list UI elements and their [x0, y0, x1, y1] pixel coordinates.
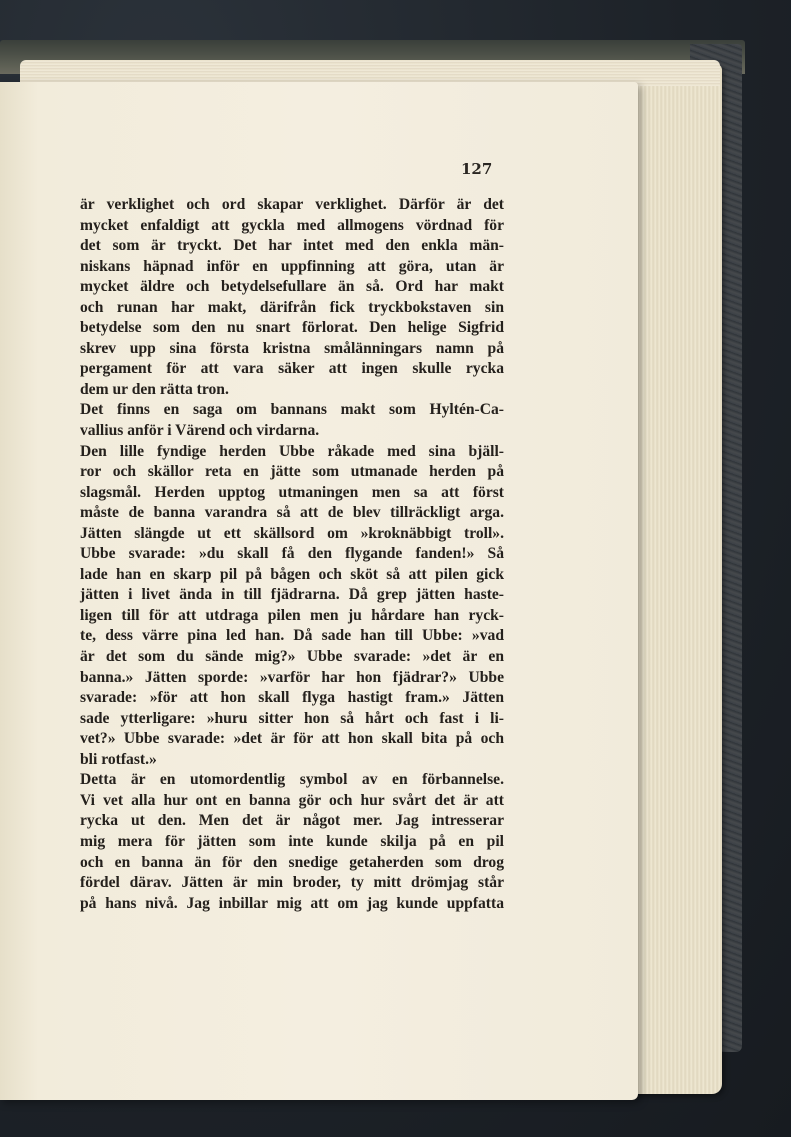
text-line: mycket enfaldigt att gyckla med allmogens vördnad för — [80, 216, 504, 234]
text-line: måste de banna varandra så att de blev tillräckligt arga. — [80, 504, 504, 522]
text-line: vallius anför i Värend och virdarna. — [80, 422, 320, 440]
text-line: Vi vet alla hur ont en banna gör och hur svårt det är att — [80, 791, 504, 809]
text-line: banna.» Jätten sporde: »varför har hon fjädrar?» Ubbe — [80, 668, 504, 686]
text-line: vet?» Ubbe svarade: »det är för att hon skall bita på och — [80, 730, 504, 748]
text-line: Den lille fyndige herden Ubbe råkade med sina bjäll- — [80, 442, 504, 460]
text-line: svarade: »för att hon skall flyga hastigt fram.» Jätten — [80, 689, 504, 707]
text-line: lade han en skarp pil på bågen och sköt så att pilen gick — [80, 565, 504, 583]
text-line: mig mera för jätten som inte kunde skilja på en pil — [80, 832, 504, 850]
text-line: fördel därav. Jätten är min broder, ty mitt drömjag står — [80, 874, 504, 892]
text-line: skrev upp sina första kristna smålänningars namn på — [80, 339, 504, 357]
text-line: mycket äldre och betydelsefullare än så. Ord har makt — [80, 278, 504, 296]
text-line: Det finns en saga om bannans makt som Hyltén-Ca- — [80, 401, 504, 419]
text-line: te, dess värre pina led han. Då sade han till Ubbe: »vad — [80, 627, 504, 645]
text-line: bli rotfast.» — [80, 750, 157, 768]
text-line: rycka ut den. Men det är något mer. Jag intresserar — [80, 812, 504, 830]
text-line: slagsmål. Herden upptog utmaningen men sa att först — [80, 483, 504, 501]
text-line: pergament för att vara säker att ingen skulle rycka — [80, 360, 504, 378]
page-stack-edge — [630, 64, 722, 1094]
text-line: betydelse som den nu snart förlorat. Den helige Sigfrid — [80, 319, 504, 337]
text-line: Detta är en utomordentlig symbol av en förbannelse. — [80, 771, 504, 789]
text-line: sade ytterligare: »huru sitter hon så hårt och fast i li- — [80, 709, 504, 727]
text-line: på hans nivå. Jag inbillar mig att om jag kunde uppfatta — [80, 894, 504, 912]
text-line: är verklighet och ord skapar verklighet. Därför är det — [80, 196, 504, 213]
text-line: och en banna än för den snedige getaherden som drog — [80, 853, 504, 871]
text-line: det som är tryckt. Det har intet med den enkla män- — [80, 237, 504, 255]
text-line: jätten i livet ända in till fjädrarna. Då grep jätten haste- — [80, 586, 504, 604]
text-line: dem ur den rätta tron. — [80, 380, 229, 398]
text-line: ror och skällor reta en jätte som utmanade herden på — [80, 463, 504, 481]
text-line: är det som du sände mig?» Ubbe svarade: »det är en — [80, 648, 504, 666]
body-text — [80, 195, 504, 914]
text-line: och runan har makt, därifrån fick tryckbokstaven sin — [80, 298, 504, 316]
text-line: niskans häpnad inför en uppfinning att göra, utan är — [80, 257, 504, 275]
text-line: ligen till för att utdraga pilen men ju hårdare han ryck- — [80, 606, 504, 624]
text-line: Ubbe svarade: »du skall få den flygande fanden!» Så — [80, 545, 504, 563]
text-line: Jätten slängde ut ett skällsord om »kroknäbbigt troll». — [80, 524, 504, 542]
page-number: 127 — [461, 160, 493, 178]
